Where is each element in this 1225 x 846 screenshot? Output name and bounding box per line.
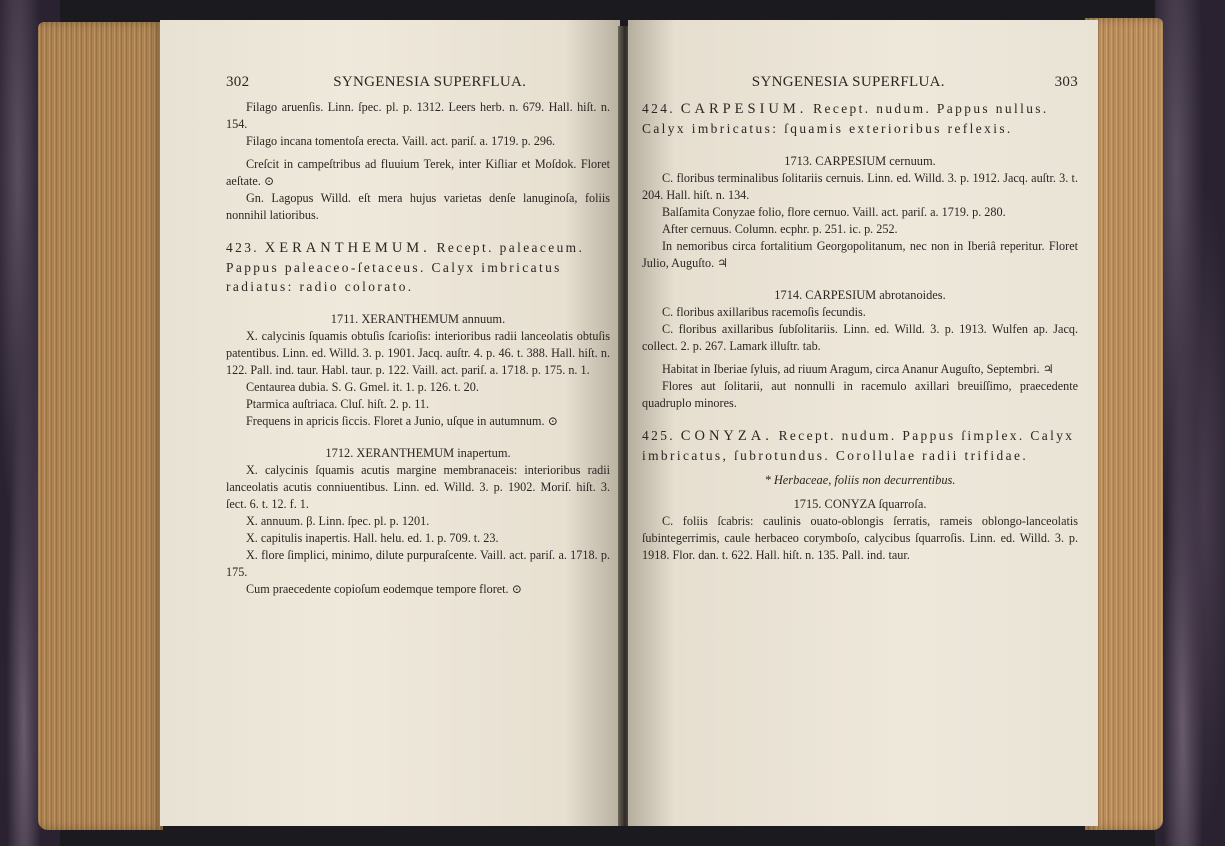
species-1713-line-2: Balſamita Conyzae folio, flore cernuo. Vaill. act. pariſ. a. 1719. p. 280. [662,205,1006,219]
species-1711-line-4: Frequens in apricis ſiccis. Floret a Junio, uſque in autumnum. ⊙ [246,414,558,428]
genus-425-number: 425. [642,428,676,443]
left-line-1: Filago aruenſis. Linn. ſpec. pl. p. 1312. Leers herb. n. 679. Hall. hiſt. n. 154. [226,100,610,131]
left-line-3: Creſcit in campeſtribus ad fluuium Terek, inter Kiſliar et Moſdok. Floret aeſtate. ⊙ [226,157,610,188]
genus-425 [642,426,1078,465]
species-1711-line-2: Centaurea dubia. S. G. Gmel. it. 1. p. 126. t. 20. [246,380,479,394]
species-1712-heading: 1712. XERANTHEMUM inapertum. [325,446,511,460]
marble-endpaper-right [1155,0,1225,846]
species-1712-line-2: X. annuum. β. Linn. ſpec. pl. p. 1201. [246,514,430,528]
left-line-2: Filago incana tomentoſa erecta. Vaill. act. pariſ. a. 1719. p. 296. [246,134,556,148]
species-1712-line-3: X. capitulis inapertis. Hall. helu. ed. 1. p. 709. t. 23. [246,531,499,545]
species-1714-heading: 1714. CARPESIUM abrotanoides. [774,288,946,302]
genus-424-description: Recept. nudum. Pappus nullus. Calyx imbricatus: ſquamis exterioribus reflexis. [642,101,1049,136]
species-1711-line-1: X. calycinis ſquamis obtuſis ſcarioſis: interioribus radii lanceolatis obtuſis patentibus. Linn. ed. Willd. 3. p. 1901. Jacq. auſtr. 4. p. 46. t. 388. Hall. hiſt. n. 122. Pall. ind. taur. Habl. taur. p. 122. Vaill. act. pariſ. a. 1718. p. 175. n. 1. [226,329,610,377]
species-1712-line-4: X. flore ſimplici, minimo, dilute purpuraſcente. Vaill. act. pariſ. a. 1718. p. 175. [226,548,610,579]
section-note-text: * Herbaceae, foliis non decurrentibus. [764,473,956,487]
species-1714-line-1: C. floribus axillaribus racemoſis ſecundis. [662,305,866,319]
right-running-head: SYNGENESIA SUPERFLUA. [751,74,945,90]
genus-425-description: Recept. nudum. Pappus ſimplex. Calyx imbricatus, ſubrotundus. Corollulae radii trifidae. [642,428,1075,463]
right-page-number: 303 [1054,74,1078,90]
genus-423-name: XERANTHEMUM. [264,240,431,256]
species-1714-line-4: Flores aut ſolitarii, aut nonnulli in racemulo axillari breuiſſimo, praecedente quadruplo minores. [642,379,1078,410]
genus-425-name: CONYZA. [680,428,773,444]
species-1715-heading: 1715. CONYZA ſquarroſa. [793,497,927,511]
species-1714-line-3: Habitat in Iberiae ſyluis, ad riuum Aragum, circa Ananur Auguſto, Septembri. ♃ [662,362,1054,376]
right-page-header [642,74,1078,91]
genus-423-number: 423. [226,240,260,255]
species-1714-line-2: C. floribus axillaribus ſubſolitariis. Linn. ed. Willd. 3. p. 1913. Wulfen ap. Jacq. collect. 2. p. 267. Lamark illuſtr. tab. [642,322,1078,353]
species-1715-line-1: C. foliis ſcabris: caulinis ouato-oblongis ſerratis, rameis oblongo-lanceolatis ſubintegerrimis, caule herbaceo corymboſo, calycibus ſquarroſis. Linn. ed. Willd. 3. p. 1918. Flor. dan. t. 622. Hall. hiſt. n. 135. Pall. ind. taur. [642,514,1078,562]
species-1712-line-5: Cum praecedente copioſum eodemque tempore floret. ⊙ [246,582,522,596]
genus-424-name: CARPESIUM. [680,101,808,117]
left-running-head: SYNGENESIA SUPERFLUA. [333,74,527,90]
section-note [642,471,1078,489]
genus-424-number: 424. [642,101,676,116]
left-line-4: Gn. Lagopus Willd. eſt mera hujus varietas denſe lanuginoſa, foliis nonnihil latioribus. [226,191,610,222]
species-1713-line-3: After cernuus. Column. ecphr. p. 251. ic. p. 252. [662,222,898,236]
species-1712-line-1: X. calycinis ſquamis acutis margine membranaceis: interioribus radii lanceolatis acutis conniuentibus. Linn. ed. Willd. 3. p. 1902. Moriſ. hiſt. 3. ſect. 6. t. 12. f. 1. [226,463,610,511]
left-page-number: 302 [226,74,250,90]
species-1713-heading: 1713. CARPESIUM cernuum. [784,154,936,168]
genus-423 [226,238,610,296]
species-1711-line-3: Ptarmica auſtriaca. Cluſ. hiſt. 2. p. 11. [246,397,429,411]
species-1713-line-4: In nemoribus circa fortalitium Georgopolitanum, nec non in Iberiâ reperitur. Floret Julio, Auguſto. ♃ [642,239,1078,270]
right-page [628,20,1098,826]
left-page-header [226,74,610,91]
genus-423-description: Recept. paleaceum. Pappus paleaceo-ſetaceus. Calyx imbricatus radiatus: radio colorato. [226,240,585,294]
species-1711-heading: 1711. XERANTHEMUM annuum. [330,312,506,326]
left-page [160,20,620,826]
genus-424 [642,99,1078,138]
species-1713-line-1: C. floribus terminalibus ſolitariis cernuis. Linn. ed. Willd. 3. p. 1912. Jacq. auſtr. 3. t. 204. Hall. hiſt. n. 134. [642,171,1078,202]
page-edges-left [38,22,163,830]
